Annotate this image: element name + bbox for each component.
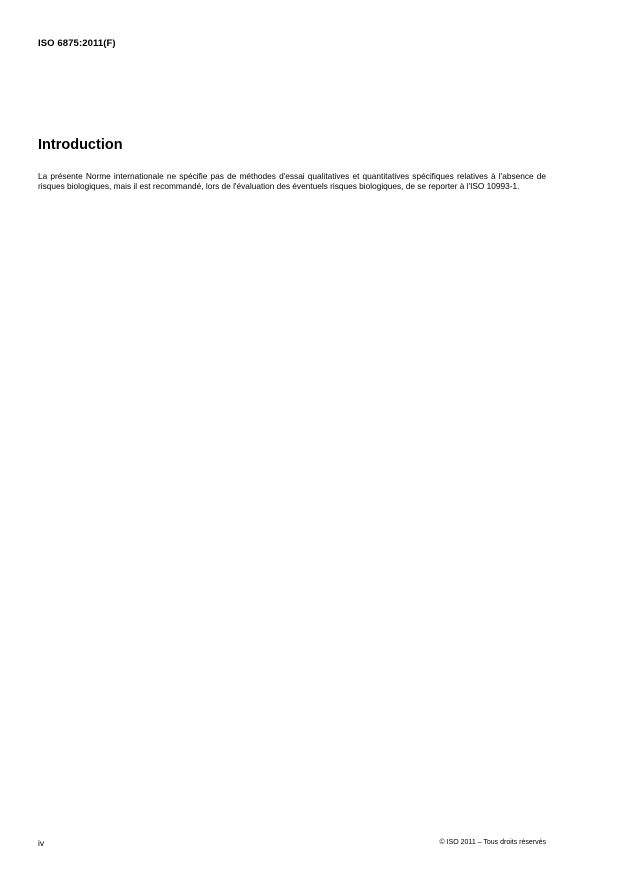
document-id-header: ISO 6875:2011(F) (38, 38, 116, 49)
copyright-notice: © ISO 2011 – Tous droits réservés (439, 839, 546, 846)
section-title: Introduction (38, 137, 123, 153)
introduction-paragraph: La présente Norme internationale ne spécifie pas de méthodes d'essai qualitatives et quantitatives spécifiques relatives à l'absence de risques biologiques, mais il est recommandé, lors de l'évaluation des éventuels risques biologiques, de se reporter à l'ISO 10993-1. (38, 171, 546, 192)
page-number: iv (38, 838, 45, 848)
